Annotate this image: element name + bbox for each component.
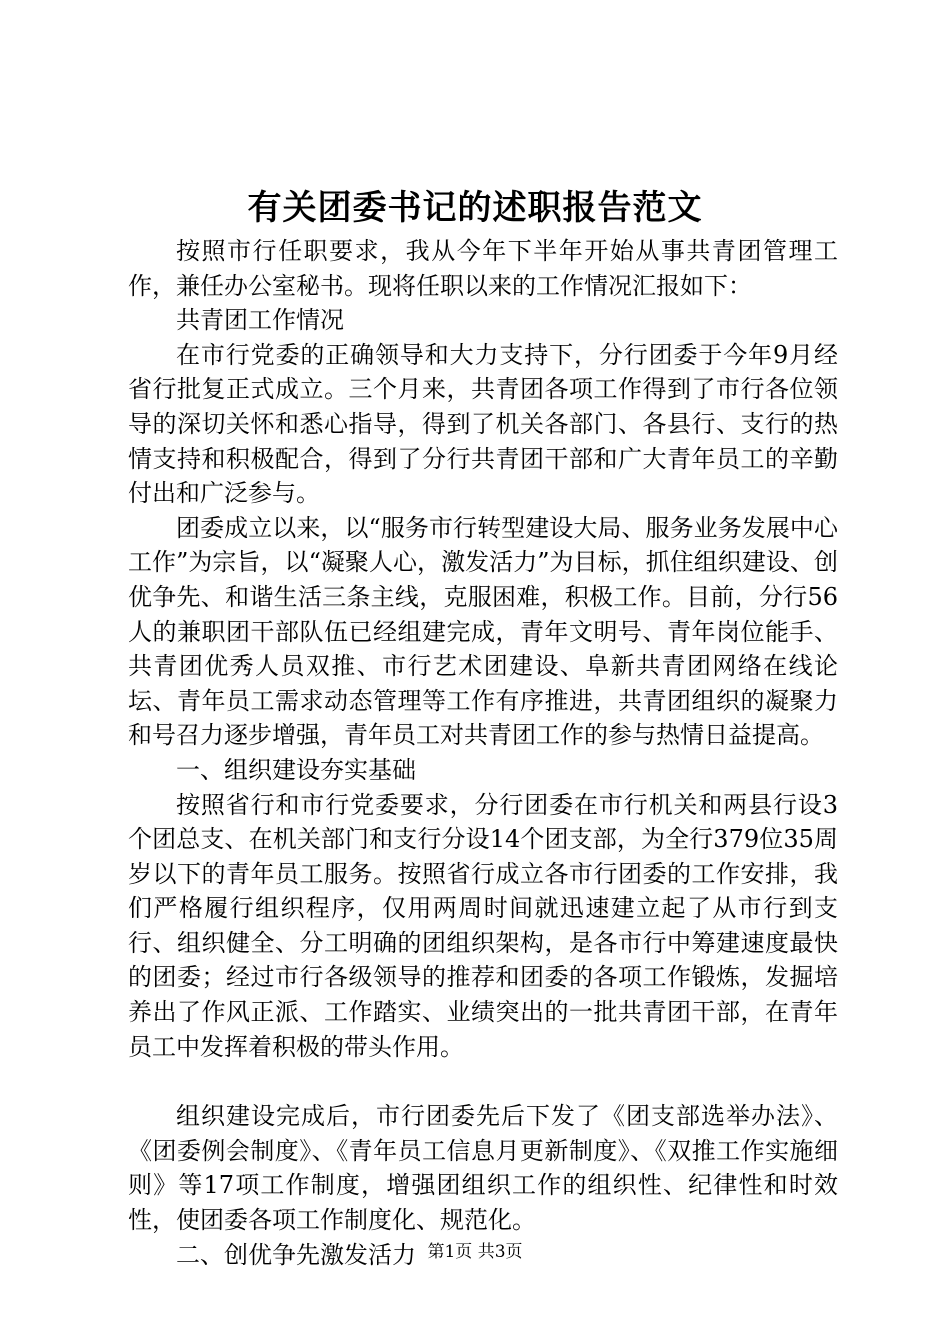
body-paragraph: 按照省行和市行党委要求，分行团委在市行机关和两县行设3个团总支、在机关部门和支行分设14个团支部，为全行379位35周岁以下的青年员工服务。按照省行成立各市行团委的工作安排，我们严格履行组织程序，仅用两周时间就迅速建立起了从市行到支行、组织健全、分工明确的团组织架构，是各市行中筹建速度最快的团委；经过市行各级领导的推荐和团委的各项工作锻炼，发掘培养出了作风正派、工作踏实、业绩突出的一批共青团干部，在青年员工中发挥着积极的带头作用。 bbox=[128, 790, 838, 1061]
intro-paragraph: 按照市行任职要求，我从今年下半年开始从事共青团管理工作，兼任办公室秘书。现将任职以来的工作情况汇报如下： bbox=[128, 237, 838, 300]
page-number: 第1页 共3页 bbox=[427, 1242, 523, 1262]
section-heading-overview: 共青团工作情况 bbox=[176, 306, 344, 335]
body-paragraph: 组织建设完成后，市行团委先后下发了《团支部选举办法》、《团委例会制度》、《青年员工信息月更新制度》、《双推工作实施细则》等17项工作制度，增强团组织工作的组织性、纪律性和时效性，使团委各项工作制度化、规范化。 bbox=[128, 1102, 838, 1235]
section-heading-organization: 一、组织建设夯实基础 bbox=[176, 755, 416, 784]
body-paragraph: 在市行党委的正确领导和大力支持下，分行团委于今年9月经省行批复正式成立。三个月来，共青团各项工作得到了市行各位领导的深切关怀和悉心指导，得到了机关各部门、各县行、支行的热情支持和积极配合，得到了分行共青团干部和广大青年员工的辛勤付出和广泛参与。 bbox=[128, 340, 838, 508]
document-title: 有关团委书记的述职报告范文 bbox=[247, 188, 703, 228]
section-heading-excellence: 二、创优争先激发活力 bbox=[176, 1240, 416, 1269]
body-paragraph: 团委成立以来，以“服务市行转型建设大局、服务业务发展中心工作”为宗旨，以“凝聚人心，激发活力”为目标，抓住组织建设、创优争先、和谐生活三条主线，克服困难，积极工作。目前，分行56人的兼职团干部队伍已经组建完成，青年文明号、青年岗位能手、共青团优秀人员双推、市行艺术团建设、阜新共青团网络在线论坛、青年员工需求动态管理等工作有序推进，共青团组织的凝聚力和号召力逐步增强，青年员工对共青团工作的参与热情日益提高。 bbox=[128, 513, 838, 750]
document-body bbox=[128, 234, 838, 1272]
